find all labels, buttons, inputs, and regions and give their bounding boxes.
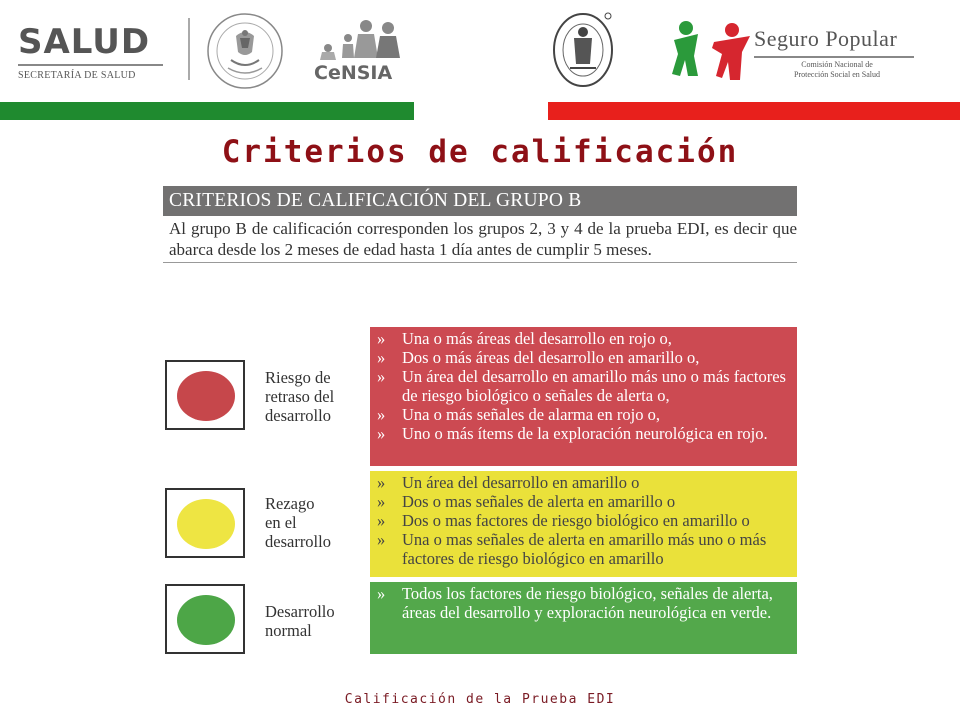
- red-circle-icon: [177, 371, 235, 421]
- header-logos: [0, 0, 960, 100]
- criteria-table-header: CRITERIOS DE CALIFICACIÓN DEL GRUPO B: [163, 186, 797, 216]
- yellow-swatch-box: [165, 488, 245, 558]
- criteria-yellow-item: » Dos o mas factores de riesgo biológico en amarillo o: [374, 511, 793, 530]
- row-label-lag-line2: en el: [265, 513, 297, 532]
- criteria-red-item: » Una o más áreas del desarrollo en rojo o,: [374, 329, 793, 348]
- criteria-red-item: » Dos o más áreas del desarrollo en amarillo o,: [374, 348, 793, 367]
- seguro-popular-subtitle-line2: Protección Social en Salud: [794, 70, 880, 79]
- row-label-risk-line2: retraso del: [265, 387, 335, 406]
- criteria-table-intro: Al grupo B de calificación corresponden los grupos 2, 3 y 4 de la prueba EDI, es decir que abarca desde los 2 meses de edad hasta 1 día antes de cumplir 5 meses.: [169, 219, 797, 259]
- family-figures-icon: [314, 18, 406, 66]
- salud-logo-subtitle: SECRETARÍA DE SALUD: [18, 70, 136, 81]
- criteria-yellow-item: » Una o mas señales de alerta en amarillo más uno o más factores de riesgo biológico en amarillo: [374, 530, 793, 568]
- slide-footer: Calificación de la Prueba EDI: [344, 692, 616, 707]
- salud-logo: [18, 22, 168, 81]
- criteria-green-panel: [370, 582, 797, 654]
- criteria-yellow-item: » Dos o mas señales de alerta en amarillo o: [374, 492, 793, 511]
- red-header-bar: [548, 102, 960, 120]
- salud-logo-rule: [18, 64, 163, 66]
- seguro-popular-subtitle-line1: Comisión Nacional de: [801, 60, 873, 69]
- coat-of-arms-seal-icon: [206, 12, 284, 90]
- hospital-infantil-seal-icon: [552, 8, 614, 88]
- criteria-red-item: » Un área del desarrollo en amarillo más uno o más factores de riesgo biológico o señales de alerta o,: [374, 367, 793, 405]
- green-circle-icon: [177, 595, 235, 645]
- criteria-yellow-panel: [370, 471, 797, 577]
- red-swatch-box: [165, 360, 245, 430]
- slide-title: Criterios de calificación: [221, 134, 739, 170]
- logo-divider: [188, 18, 190, 80]
- yellow-circle-icon: [177, 499, 235, 549]
- censia-logo-word: CeNSIA: [314, 62, 393, 84]
- green-header-bar: [0, 102, 414, 120]
- row-label-risk: [265, 368, 334, 425]
- intro-divider: [163, 262, 797, 263]
- row-label-normal-line1: Desarrollo: [265, 602, 335, 621]
- criteria-red-item: » Uno o más ítems de la exploración neurológica en rojo.: [374, 424, 793, 443]
- row-label-normal-line2: normal: [265, 621, 312, 640]
- seguro-popular-logo: [670, 18, 920, 88]
- seguro-popular-title: Seguro Popular: [754, 26, 898, 51]
- censia-logo: [314, 18, 406, 84]
- row-label-lag-line1: Rezago: [265, 494, 315, 513]
- row-label-risk-line3: desarrollo: [265, 406, 331, 425]
- row-label-lag: [265, 494, 331, 551]
- seguro-popular-subtitle: [794, 60, 880, 80]
- row-label-risk-line1: Riesgo de: [265, 368, 331, 387]
- row-label-normal: [265, 602, 335, 640]
- seguro-popular-rule: [754, 56, 914, 58]
- criteria-red-item: » Una o más señales de alarma en rojo o,: [374, 405, 793, 424]
- criteria-red-panel: [370, 327, 797, 466]
- criteria-yellow-item: » Un área del desarrollo en amarillo o: [374, 473, 793, 492]
- seguro-popular-figures-icon: [670, 20, 750, 84]
- salud-logo-word: SALUD: [18, 22, 151, 62]
- green-swatch-box: [165, 584, 245, 654]
- criteria-green-item: » Todos los factores de riesgo biológico, señales de alerta, áreas del desarrollo y exploración neurológica en verde.: [374, 584, 793, 622]
- row-label-lag-line3: desarrollo: [265, 532, 331, 551]
- criteria-table: [163, 186, 797, 654]
